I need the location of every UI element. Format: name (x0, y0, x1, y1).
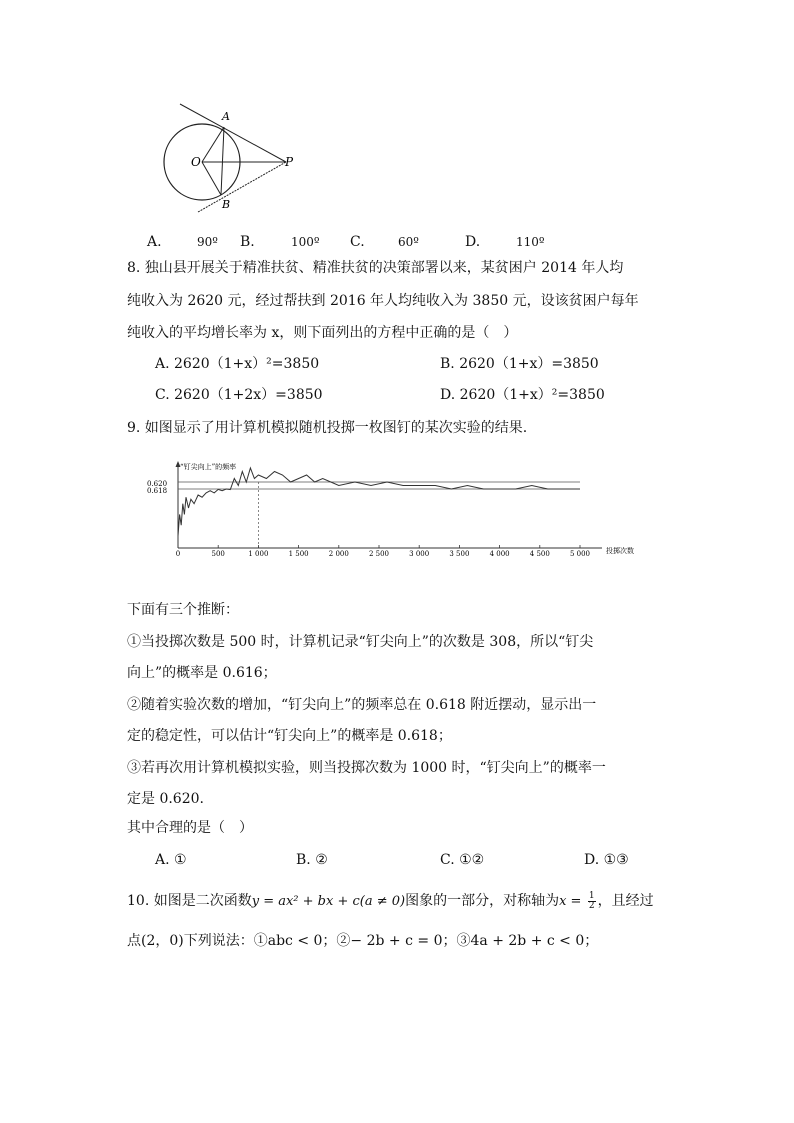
x-tick-label: 4 500 (529, 550, 550, 558)
q8-line-2: 纯收入为 2620 元，经过帮扶到 2016 年人均纯收入为 3850 元，设该贫困户每年 (127, 293, 639, 309)
q10-frac-num: 1 (588, 890, 595, 901)
q7-option-d-value: 110º (516, 235, 545, 249)
x-tick-label: 1 500 (288, 550, 309, 558)
q7-option-b-letter: B. (240, 234, 255, 250)
q8-line-1: 8. 独山县开展关于精准扶贫、精准扶贫的决策部署以来，某贫困户 2014 年人均 (127, 260, 624, 276)
label-a: A (222, 110, 230, 123)
q9-option-c: C. ①② (440, 852, 485, 868)
q8-option-d: D. 2620（1+x）²=3850 (440, 387, 605, 403)
q10-axis: x = (559, 894, 582, 909)
y-tick-0620: 0.620 (147, 480, 168, 488)
q10-formula: y = ax² + bx + c(a ≠ 0) (251, 894, 406, 909)
q9-para-1a: ①当投掷次数是 500 时，计算机记录“钉尖向上”的次数是 308，所以“钉尖 (127, 634, 594, 650)
y-tick-0618: 0.618 (147, 487, 168, 495)
q10-text-b: 图象的一部分，对称轴为 (405, 893, 560, 909)
q9-para-3a: ③若再次用计算机模拟实验，则当投掷次数为 1000 时，“钉尖向上”的概率一 (127, 760, 606, 776)
x-tick-label: 3 000 (409, 550, 430, 558)
q10-line-2: 点(2，0)下列说法：①abc < 0；②− 2b + c = 0；③4a + 2b + c < 0； (127, 933, 599, 949)
q7-option-a-value: 90º (197, 235, 218, 249)
x-tick-label: 500 (211, 550, 225, 558)
tangent-pa (180, 104, 286, 162)
q10-fraction (588, 892, 596, 911)
y-axis-label: “钉尖向上”的频率 (180, 463, 237, 471)
q10-text-c: ，且经过 (597, 893, 654, 909)
q7-option-d-letter: D. (465, 234, 481, 250)
q9-option-b: B. ② (296, 852, 328, 868)
segment-ob (202, 162, 221, 195)
q7-option-c-letter: C. (350, 234, 365, 250)
circle-tangent-figure (150, 100, 310, 215)
q9-para-2a: ②随着实验次数的增加，“钉尖向上”的频率总在 0.618 附近摆动，显示出一 (127, 697, 597, 713)
label-p: P (285, 155, 294, 169)
x-tick-label: 4 000 (489, 550, 510, 558)
q9-option-d: D. ①③ (584, 852, 629, 868)
q9-intro: 9. 如图显示了用计算机模拟随机投掷一枚图钉的某次实验的结果. (127, 420, 528, 436)
x-tick-label: 2 000 (328, 550, 349, 558)
q8-option-a: A. 2620（1+x）²=3850 (155, 356, 320, 372)
x-tick-label: 3 500 (449, 550, 470, 558)
q7-option-c-value: 60º (398, 235, 419, 249)
tangent-pb (198, 162, 286, 212)
q8-option-b: B. 2620（1+x）=3850 (440, 356, 599, 372)
q10-line-1 (127, 891, 654, 912)
label-o: O (191, 155, 201, 169)
q10-frac-den: 2 (588, 900, 595, 911)
q7-option-b-value: 100º (291, 235, 320, 249)
frequency-chart (140, 458, 670, 560)
q10-text-a: 10. 如图是二次函数 (127, 893, 252, 909)
q9-para-3b: 定是 0.620. (127, 791, 204, 807)
q9-para-2b: 定的稳定性，可以估计“钉尖向上”的概率是 0.618； (127, 728, 452, 744)
q9-intro2: 下面有三个推断： (127, 602, 239, 618)
label-b: B (222, 198, 231, 211)
q9-option-a: A. ① (155, 852, 187, 868)
q8-line-3: 纯收入的平均增长率为 x，则下面列出的方程中正确的是（ ） (127, 325, 518, 341)
x-axis-label: 投掷次数 (606, 547, 634, 555)
segment-ab (221, 127, 224, 195)
x-tick-label: 2 500 (368, 550, 390, 558)
q9-question: 其中合理的是（ ） (127, 820, 253, 836)
series-line (178, 468, 580, 536)
x-tick-label: 0 (175, 550, 181, 558)
segment-oa (202, 127, 224, 162)
x-tick-label: 1 000 (248, 550, 269, 558)
q7-option-a-letter: A. (147, 234, 162, 250)
x-tick-label: 5 000 (569, 550, 591, 558)
q8-option-c: C. 2620（1+2x）=3850 (155, 387, 323, 403)
q9-para-1b: 向上”的概率是 0.616； (127, 665, 277, 681)
